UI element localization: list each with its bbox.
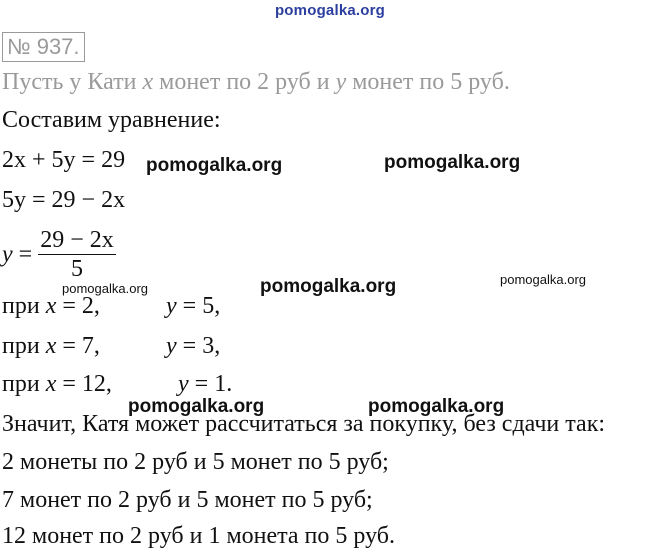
conclusion-text: Значит, Катя может рассчитаться за покупку, без сдачи так: bbox=[2, 411, 606, 437]
watermark: pomogalka.org bbox=[500, 272, 586, 287]
watermark: pomogalka.org bbox=[146, 155, 283, 176]
case-condition-3: при x = 12, bbox=[2, 371, 112, 397]
case-result-3: y = 1. bbox=[178, 371, 233, 397]
fraction-numerator: 29 − 2x bbox=[40, 227, 114, 253]
equation-3 bbox=[2, 226, 116, 283]
watermark: pomogalka.org bbox=[62, 281, 148, 296]
case-condition-1: при x = 2, bbox=[2, 293, 100, 319]
equation-3-lhs: y = bbox=[2, 241, 33, 268]
case-condition-2: при x = 7, bbox=[2, 333, 100, 359]
answer-3: 12 монет по 2 руб и 1 монета по 5 руб. bbox=[2, 523, 395, 549]
answer-1: 2 монеты по 2 руб и 5 монет по 5 руб; bbox=[2, 449, 389, 475]
watermark: pomogalka.org bbox=[260, 276, 397, 297]
watermark: pomogalka.org bbox=[384, 152, 521, 173]
watermark: pomogalka.org bbox=[128, 396, 265, 417]
answer-2: 7 монет по 2 руб и 5 монет по 5 руб; bbox=[2, 487, 373, 513]
fraction-denominator: 5 bbox=[70, 256, 83, 282]
equation-1: 2x + 5y = 29 bbox=[2, 147, 126, 173]
equation-2: 5y = 29 − 2x bbox=[2, 187, 126, 213]
task-number: № 937. bbox=[2, 32, 85, 62]
heading-text: Составим уравнение: bbox=[2, 107, 221, 133]
watermark: pomogalka.org bbox=[368, 396, 505, 417]
site-header: pomogalka.org bbox=[274, 2, 386, 19]
case-result-2: y = 3, bbox=[166, 333, 221, 359]
fraction bbox=[38, 226, 116, 283]
intro-text: Пусть у Кати x монет по 2 руб и y монет по 5 руб. bbox=[2, 69, 510, 95]
case-result-1: y = 5, bbox=[166, 293, 221, 319]
